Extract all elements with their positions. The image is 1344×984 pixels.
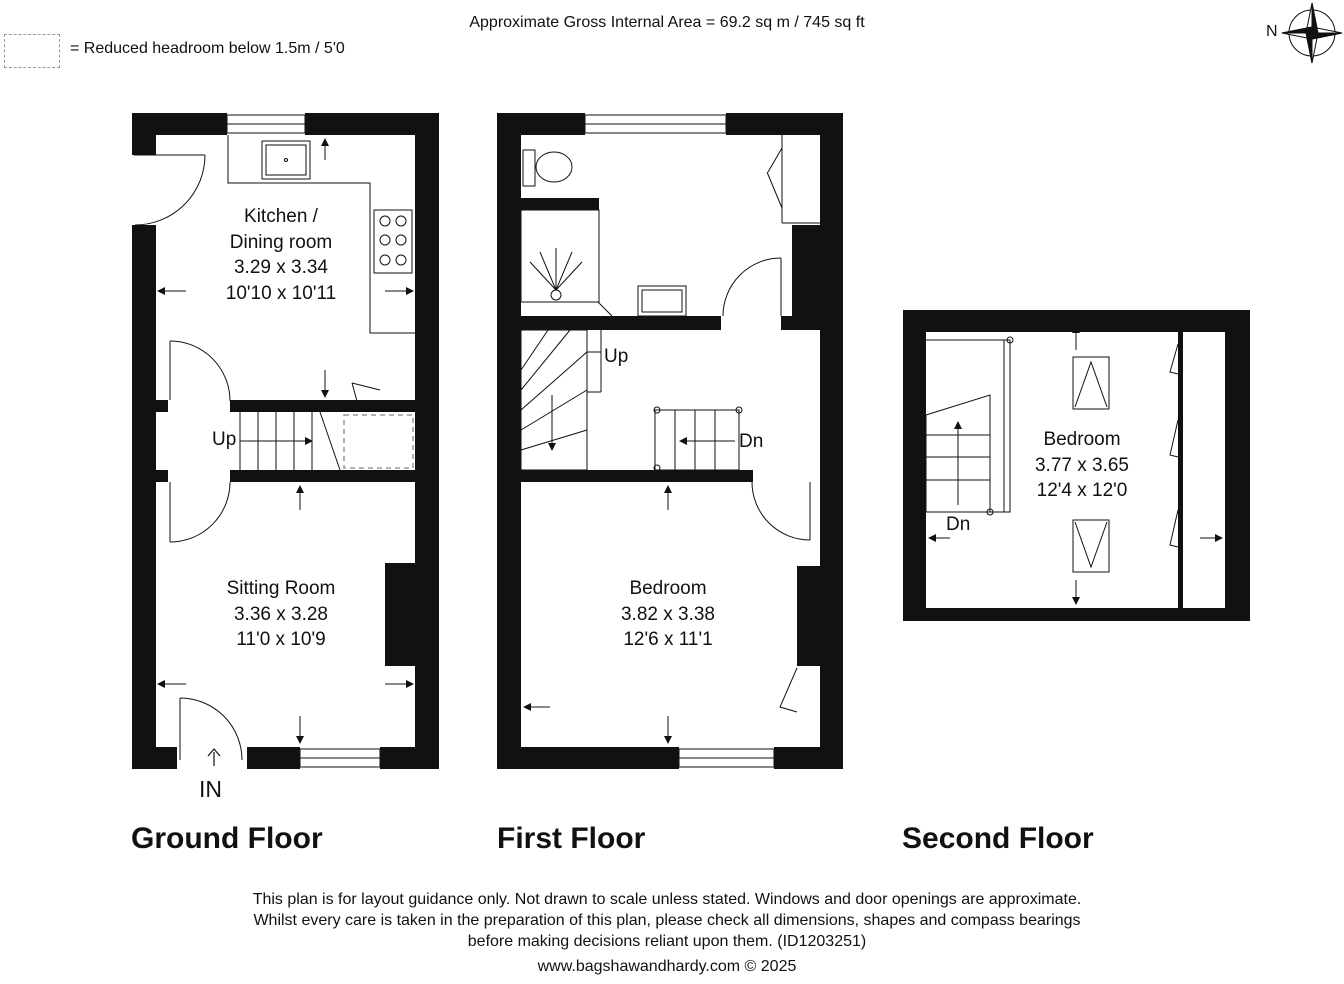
first-floor-fixtures: [521, 115, 820, 767]
sitting-room-name: Sitting Room: [226, 578, 336, 599]
disclaimer-line-3: before making decisions reliant upon them. (ID1203251): [467, 933, 867, 950]
kitchen-label: [196, 204, 366, 306]
ground-stairs-up-label: Up: [212, 429, 237, 450]
second-bedroom-name: Bedroom: [1043, 429, 1121, 450]
second-bedroom-metric: 3.77 x 3.65: [1034, 454, 1130, 476]
disclaimer-line-2: Whilst every care is taken in the preparation of this plan, please check all dimensions, shapes and compass bearings: [253, 912, 1081, 929]
sitting-room-label: [196, 576, 366, 653]
first-stairs-down-label: Dn: [739, 431, 764, 452]
first-bedroom-imperial: 12'6 x 11'1: [623, 629, 713, 650]
website-link[interactable]: www.bagshawandhardy.com © 2025: [537, 958, 797, 975]
sitting-room-imperial: 11'0 x 10'9: [236, 629, 326, 650]
ground-floor-title: Ground Floor: [131, 822, 323, 855]
first-bedroom-metric: 3.82 x 3.38: [620, 603, 716, 625]
kitchen-metric: 3.29 x 3.34: [233, 257, 329, 278]
second-floor-title: Second Floor: [902, 822, 1094, 855]
gross-internal-area: Approximate Gross Internal Area = 69.2 sq m / 745 sq ft: [469, 14, 865, 31]
kitchen-imperial: 10'10 x 10'11: [225, 282, 337, 304]
first-bedroom-name: Bedroom: [629, 578, 707, 599]
first-bedroom-label: [583, 576, 753, 653]
first-stairs-up-label: Up: [604, 346, 629, 367]
first-floor-plan: [497, 113, 843, 769]
compass-rose-icon: [1282, 3, 1342, 63]
second-bedroom-imperial: 12'4 x 12'0: [1036, 480, 1128, 501]
kitchen-name-line1: Kitchen /: [244, 206, 318, 227]
reduced-headroom-area: [344, 415, 413, 468]
second-stairs-down-label: Dn: [946, 514, 971, 535]
sitting-room-metric: 3.36 x 3.28: [233, 603, 329, 625]
legend-swatch: [4, 34, 60, 68]
legend-text: = Reduced headroom below 1.5m / 5'0: [70, 40, 345, 57]
disclaimer-line-1: This plan is for layout guidance only. Not drawn to scale unless stated. Windows and door openings are approximate.: [252, 891, 1082, 908]
first-floor-title: First Floor: [497, 822, 646, 855]
entrance-label: IN: [199, 776, 222, 802]
compass-north-label: N: [1266, 23, 1278, 40]
kitchen-name-line2: Dining room: [229, 231, 333, 253]
second-bedroom-label: [997, 427, 1167, 504]
